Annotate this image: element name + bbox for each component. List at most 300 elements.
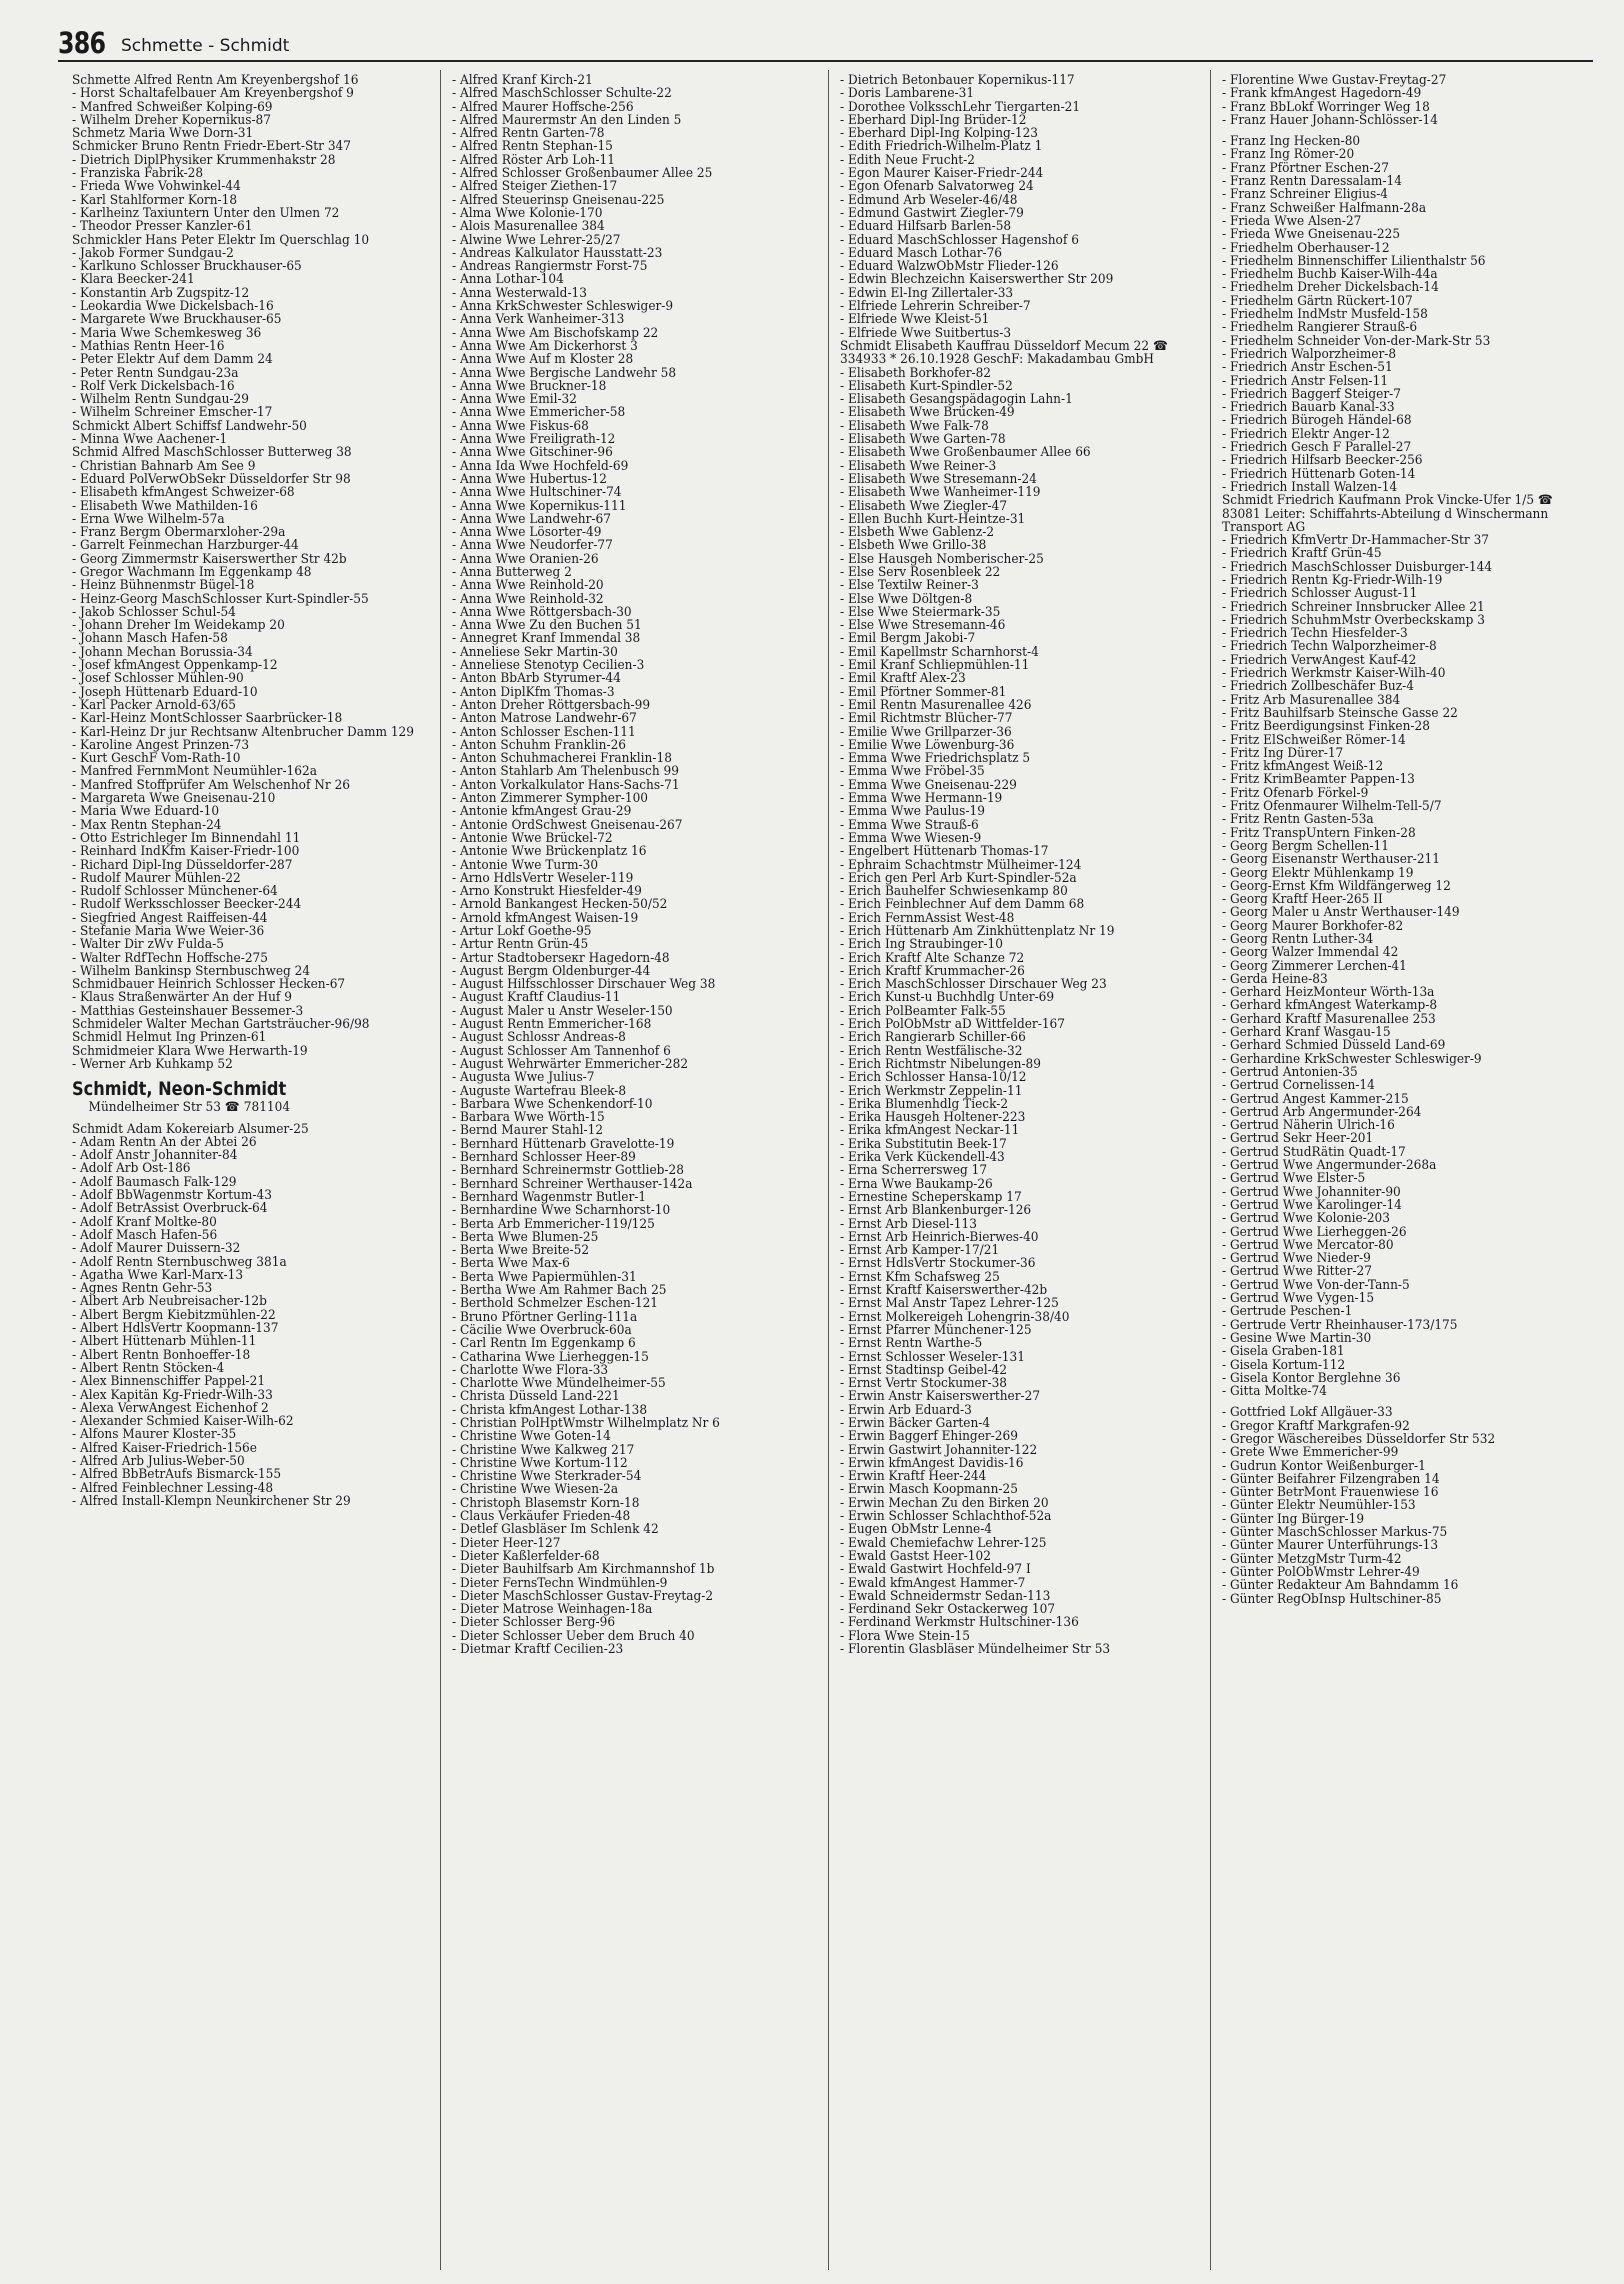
- directory-entry: - Fritz Ofenmaurer Wilhelm-Tell-5/7: [1222, 800, 1577, 813]
- directory-entry: - Dieter Schlosser Ueber dem Bruch 40: [452, 1630, 807, 1643]
- directory-entry: - Anna Wwe Reinhold-32: [452, 593, 807, 606]
- directory-entry: - Günter MetzgMstr Turm-42: [1222, 1553, 1577, 1566]
- directory-entry: - Jakob Schlosser Schul-54: [72, 606, 427, 619]
- directory-entry: - August Schlosser Am Tannenhof 6: [452, 1045, 807, 1058]
- directory-entry: - Erich Schlosser Hansa-10/12: [840, 1071, 1195, 1084]
- directory-entry: - Erich Kraftf Krummacher-26: [840, 965, 1195, 978]
- directory-entry: - Adolf Rentn Sternbuschweg 381a: [72, 1256, 427, 1269]
- directory-entry: - Elisabeth Wwe Mathilden-16: [72, 500, 427, 513]
- directory-entry: - Bernhardine Wwe Scharnhorst-10: [452, 1204, 807, 1217]
- directory-entry: - Ernst Rentn Warthe-5: [840, 1337, 1195, 1350]
- directory-entry: - Dieter Schlosser Berg-96: [452, 1616, 807, 1629]
- directory-entry: - Ernst Stadtinsp Geibel-42: [840, 1364, 1195, 1377]
- directory-entry: - Josef Schlosser Mühlen-90: [72, 672, 427, 685]
- directory-entry: - Gisela Kontor Berglehne 36: [1222, 1372, 1577, 1385]
- directory-entry: - Barbara Wwe Schenkendorf-10: [452, 1098, 807, 1111]
- directory-entry: - Friedrich Walporzheimer-8: [1222, 348, 1577, 361]
- directory-entry: - Friedrich Schlosser August-11: [1222, 587, 1577, 600]
- directory-entry: - Ewald kfmAngest Hammer-7: [840, 1577, 1195, 1590]
- directory-entry: - Artur Lokf Goethe-95: [452, 925, 807, 938]
- directory-entry: - Wilhelm Schreiner Emscher-17: [72, 406, 427, 419]
- directory-entry: - Dietrich DiplPhysiker Krummenhakstr 28: [72, 154, 427, 167]
- directory-entry: - Albert Arb Neubreisacher-12b: [72, 1295, 427, 1308]
- directory-entry: - Erich Rangierarb Schiller-66: [840, 1031, 1195, 1044]
- directory-entry: - Karlkuno Schlosser Bruckhauser-65: [72, 260, 427, 273]
- directory-entry: - Richard Dipl-Ing Düsseldorfer-287: [72, 859, 427, 872]
- directory-entry: - Emil Kraftf Alex-23: [840, 672, 1195, 685]
- directory-entry: - Berthold Schmelzer Eschen-121: [452, 1297, 807, 1310]
- directory-entry: - Adolf BetrAssist Overbruck-64: [72, 1202, 427, 1215]
- directory-entry: - Gertrud Wwe Kolonie-203: [1222, 1212, 1577, 1225]
- directory-entry: - Fritz Arb Masurenallee 384: [1222, 694, 1577, 707]
- directory-entry: - Gertrud Wwe Lierheggen-26: [1222, 1226, 1577, 1239]
- directory-entry: - Antonie kfmAngest Grau-29: [452, 805, 807, 818]
- directory-entry: - Erwin Bäcker Garten-4: [840, 1417, 1195, 1430]
- directory-entry: - Ernst Arb Diesel-113: [840, 1218, 1195, 1231]
- directory-entry: - Peter Rentn Sundgau-23a: [72, 367, 427, 380]
- directory-entry: - Ernst Arb Kamper-17/21: [840, 1244, 1195, 1257]
- directory-entry: - Garrelt Feinmechan Harzburger-44: [72, 539, 427, 552]
- directory-entry: - Frieda Wwe Alsen-27: [1222, 215, 1577, 228]
- directory-entry: - August Hilfsschlosser Dirschauer Weg 38: [452, 978, 807, 991]
- directory-entry: - Anneliese Sekr Martin-30: [452, 646, 807, 659]
- directory-entry: - Gertrud Wwe Johanniter-90: [1222, 1186, 1577, 1199]
- directory-entry: - Georg Rentn Luther-34: [1222, 933, 1577, 946]
- directory-entry: - Karlheinz Taxiuntern Unter den Ulmen 72: [72, 207, 427, 220]
- directory-entry: - Anton Stahlarb Am Thelenbusch 99: [452, 765, 807, 778]
- directory-entry: - Anton Schuhmacherei Franklin-18: [452, 752, 807, 765]
- directory-entry: - Friedrich Techn Hiesfelder-3: [1222, 627, 1577, 640]
- directory-entry: Schmid Alfred MaschSchlosser Butterweg 38: [72, 445, 352, 461]
- directory-entry: - Anna Wwe Am Bischofskamp 22: [452, 327, 807, 340]
- directory-entry: - Catharina Wwe Lierheggen-15: [452, 1351, 807, 1364]
- directory-entry: - Georg Bergm Schellen-11: [1222, 840, 1577, 853]
- directory-entry: - Minna Wwe Aachener-1: [72, 433, 427, 446]
- directory-entry: - Günter Beifahrer Filzengraben 14: [1222, 1473, 1577, 1486]
- directory-entry: - Ernst Vertr Stockumer-38: [840, 1377, 1195, 1390]
- directory-entry: - Gerhard HeizMonteur Wörth-13a: [1222, 986, 1577, 999]
- directory-entry: - Georg Maurer Borkhofer-82: [1222, 920, 1577, 933]
- directory-entry: - Karl-Heinz Dr jur Rechtsanw Altenbrucher Damm 129: [72, 726, 427, 739]
- directory-entry: - Eduard Hilfsarb Barlen-58: [840, 220, 1195, 233]
- directory-entry: - Friedhelm Buchb Kaiser-Wilh-44a: [1222, 268, 1577, 281]
- directory-entry: - Emma Wwe Wiesen-9: [840, 832, 1195, 845]
- directory-entry: - Arnold kfmAngest Waisen-19: [452, 912, 807, 925]
- directory-entry: - Günter BetrMont Frauenwiese 16: [1222, 1486, 1577, 1499]
- directory-entry: - Gisela Kortum-112: [1222, 1359, 1577, 1372]
- directory-entry: - Elisabeth Wwe Falk-78: [840, 420, 1195, 433]
- directory-entry: - Erich gen Perl Arb Kurt-Spindler-52a: [840, 872, 1195, 885]
- directory-entry: - Gudrun Kontor Weißenburger-1: [1222, 1460, 1577, 1473]
- directory-entry: - Eduard WalzwObMstr Flieder-126: [840, 260, 1195, 273]
- directory-entry: - Cäcilie Wwe Overbruck-60a: [452, 1324, 807, 1337]
- directory-entry: - Friedrich Zollbeschäfer Buz-4: [1222, 680, 1577, 693]
- directory-entry: - Gerhard kfmAngest Waterkamp-8: [1222, 999, 1577, 1012]
- directory-entry: - Erwin Anstr Kaiserswerther-27: [840, 1390, 1195, 1403]
- directory-entry: - Alfred Maurermstr An den Linden 5: [452, 114, 807, 127]
- directory-entry: - Dieter FernsTechn Windmühlen-9: [452, 1577, 807, 1590]
- directory-entry: - Johann Mechan Borussia-34: [72, 646, 427, 659]
- directory-entry: - Erwin kfmAngest Davidis-16: [840, 1457, 1195, 1470]
- directory-entry: - Günter PolObWmstr Lehrer-49: [1222, 1566, 1577, 1579]
- directory-entry: - Anna Westerwald-13: [452, 287, 807, 300]
- directory-entry: - Bernhard Schreiner Werthauser-142a: [452, 1178, 807, 1191]
- directory-entry: - Eberhard Dipl-Ing Kolping-123: [840, 127, 1195, 140]
- directory-entry: - Friedrich Elektr Anger-12: [1222, 428, 1577, 441]
- directory-entry: - Erna Wwe Baukamp-26: [840, 1178, 1195, 1191]
- directory-entry: - Dieter Bauhilfsarb Am Kirchmannshof 1b: [452, 1563, 807, 1576]
- directory-entry: - Erwin Kraftf Heer-244: [840, 1470, 1195, 1483]
- directory-entry: - Anton BbArb Styrumer-44: [452, 672, 807, 685]
- directory-entry: - Klara Beecker-241: [72, 273, 427, 286]
- directory-entry: Schmickler Hans Peter Elektr Im Querschlag 10: [72, 232, 370, 248]
- directory-entry: - Erich Hüttenarb Am Zinkhüttenplatz Nr 19: [840, 925, 1195, 938]
- directory-entry: - Edmund Arb Weseler-46/48: [840, 194, 1195, 207]
- directory-entry: - August Schlossr Andreas-8: [452, 1031, 807, 1044]
- directory-entry: - Anna Wwe Gitschiner-96: [452, 446, 807, 459]
- directory-entry: - Emil Pförtner Sommer-81: [840, 686, 1195, 699]
- directory-entry: - Gertrude Peschen-1: [1222, 1305, 1577, 1318]
- directory-entry: - Erwin Schlosser Schlachthof-52a: [840, 1510, 1195, 1523]
- directory-entry: - Adolf BbWagenmstr Kortum-43: [72, 1189, 427, 1202]
- directory-entry: - Friedrich Kraftf Grün-45: [1222, 547, 1577, 560]
- directory-entry: - Anton Schuhm Franklin-26: [452, 739, 807, 752]
- directory-entry: - Maria Wwe Schemkesweg 36: [72, 327, 427, 340]
- directory-entry: - Günter Elektr Neumühler-153: [1222, 1499, 1577, 1512]
- directory-entry: - Alex Binnenschiffer Pappel-21: [72, 1375, 427, 1388]
- directory-entry: - Friedrich Bürogeh Händel-68: [1222, 414, 1577, 427]
- directory-entry: - Friedrich Anstr Eschen-51: [1222, 361, 1577, 374]
- directory-entry: - Anton Zimmerer Sympher-100: [452, 792, 807, 805]
- directory-entry: - Berta Wwe Breite-52: [452, 1244, 807, 1257]
- directory-entry: - Erika Blumenhdlg Tieck-2: [840, 1098, 1195, 1111]
- directory-entry: - Elfriede Lehrerin Schreiber-7: [840, 300, 1195, 313]
- directory-entry: - Dieter MaschSchlosser Gustav-Freytag-2: [452, 1590, 807, 1603]
- directory-entry: - Günter MaschSchlosser Markus-75: [1222, 1526, 1577, 1539]
- directory-entry: - Walter RdfTechn Hoffsche-275: [72, 952, 427, 965]
- directory-entry: - Anton Dreher Röttgersbach-99: [452, 699, 807, 712]
- directory-entry: - Anna Wwe Emil-32: [452, 393, 807, 406]
- directory-entry: - Adolf Kranf Moltke-80: [72, 1216, 427, 1229]
- directory-entry: - Manfred Schweißer Kolping-69: [72, 101, 427, 114]
- directory-entry: - Erika Substitutin Beek-17: [840, 1138, 1195, 1151]
- directory-entry: - Elisabeth Wwe Stresemann-24: [840, 473, 1195, 486]
- directory-entry: - Ernst Kfm Schafsweg 25: [840, 1271, 1195, 1284]
- directory-entry: - Dietrich Betonbauer Kopernikus-117: [840, 74, 1195, 87]
- directory-entry: - Franz Ing Hecken-80: [1222, 135, 1577, 148]
- directory-entry: - August Kraftf Claudius-11: [452, 991, 807, 1004]
- directory-entry: - Anna Wwe Reinhold-20: [452, 579, 807, 592]
- directory-entry: - Friedrich SchuhmMstr Overbeckskamp 3: [1222, 614, 1577, 627]
- directory-entry: - Fritz Ofenarb Förkel-9: [1222, 787, 1577, 800]
- directory-entry: - Dorothee VolksschLehr Tiergarten-21: [840, 101, 1195, 114]
- directory-entry: - Ernst Mal Anstr Tapez Lehrer-125: [840, 1297, 1195, 1310]
- directory-entry: - Anna Wwe Landwehr-67: [452, 513, 807, 526]
- directory-entry: - Friedhelm Oberhauser-12: [1222, 242, 1577, 255]
- directory-entry: - Wilhelm Rentn Sundgau-29: [72, 393, 427, 406]
- directory-entry: - Dietmar Kraftf Cecilien-23: [452, 1643, 807, 1656]
- directory-entry: - Anna KrkSchwester Schleswiger-9: [452, 300, 807, 313]
- directory-entry: - Ernst Kraftf Kaiserswerther-42b: [840, 1284, 1195, 1297]
- directory-entry: - Ewald Gastst Heer-102: [840, 1550, 1195, 1563]
- directory-entry: - Anna Wwe Oranien-26: [452, 553, 807, 566]
- directory-entry: - Josef kfmAngest Oppenkamp-12: [72, 659, 427, 672]
- directory-entry: - Elisabeth Wwe Ziegler-47: [840, 500, 1195, 513]
- section-heading: Schmidt, Neon-Schmidt: [72, 1078, 287, 1101]
- directory-entry: - Klaus Straßenwärter An der Huf 9: [72, 991, 427, 1004]
- directory-entry: - Andreas Rangiermstr Forst-75: [452, 260, 807, 273]
- directory-entry: - Rudolf Schlosser Münchener-64: [72, 885, 427, 898]
- directory-entry: - Rolf Verk Dickelsbach-16: [72, 380, 427, 393]
- directory-entry: - Gerhard Kraftf Masurenallee 253: [1222, 1013, 1577, 1026]
- directory-entry: - Eugen ObMstr Lenne-4: [840, 1523, 1195, 1536]
- directory-entry: - Karl Packer Arnold-63/65: [72, 699, 427, 712]
- directory-entry: - Edith Neue Frucht-2: [840, 154, 1195, 167]
- directory-entry: - Anna Wwe Am Dickerhorst 3: [452, 340, 807, 353]
- directory-entry: - Christa Düsseld Land-221: [452, 1390, 807, 1403]
- directory-entry: - Alma Wwe Kolonie-170: [452, 207, 807, 220]
- directory-entry: - Eduard PolVerwObSekr Düsseldorfer Str 98: [72, 473, 427, 486]
- directory-entry: - Barbara Wwe Wörth-15: [452, 1111, 807, 1124]
- directory-entry: - Elisabeth Gesangspädagogin Lahn-1: [840, 393, 1195, 406]
- directory-entry: - Walter Dir zWv Fulda-5: [72, 938, 427, 951]
- directory-entry: - Florentine Wwe Gustav-Freytag-27: [1222, 74, 1577, 87]
- directory-entry: - Erwin Mechan Zu den Birken 20: [840, 1497, 1195, 1510]
- directory-entry: - Egon Ofenarb Salvatorweg 24: [840, 180, 1195, 193]
- directory-entry: - Bertha Wwe Am Rahmer Bach 25: [452, 1284, 807, 1297]
- directory-entry: - Gerda Heine-83: [1222, 973, 1577, 986]
- directory-entry: - Eduard MaschSchlosser Hagenshof 6: [840, 234, 1195, 247]
- directory-entry: - Egon Maurer Kaiser-Friedr-244: [840, 167, 1195, 180]
- directory-entry: - Christine Wwe Wiesen-2a: [452, 1483, 807, 1496]
- directory-entry: - Alfred BbBetrAufs Bismarck-155: [72, 1468, 427, 1481]
- directory-entry: - Gertrud Wwe Nieder-9: [1222, 1252, 1577, 1265]
- directory-entry: - Elisabeth Borkhofer-82: [840, 367, 1195, 380]
- directory-entry: - Emma Wwe Hermann-19: [840, 792, 1195, 805]
- directory-entry: - Emil Rentn Masurenallee 426: [840, 699, 1195, 712]
- directory-entry: - Anna Wwe Freiligrath-12: [452, 433, 807, 446]
- directory-entry: - Werner Arb Kuhkamp 52: [72, 1058, 427, 1071]
- directory-entry: - Elisabeth Wwe Reiner-3: [840, 460, 1195, 473]
- directory-entry: - Charlotte Wwe Mündelheimer-55: [452, 1377, 807, 1390]
- directory-entry: - Gertrud Cornelissen-14: [1222, 1079, 1577, 1092]
- directory-entry: - Berta Wwe Blumen-25: [452, 1231, 807, 1244]
- directory-entry: - Gertrud Wwe Ritter-27: [1222, 1265, 1577, 1278]
- directory-entry: - Eduard Masch Lothar-76: [840, 247, 1195, 260]
- directory-entry: - Georg Walzer Immendal 42: [1222, 946, 1577, 959]
- directory-entry: - Erwin Arb Eduard-3: [840, 1404, 1195, 1417]
- directory-entry: Schmickt Albert Schiffsf Landwehr-50: [72, 418, 307, 434]
- directory-entry: - Georg Eisenanstr Werthauser-211: [1222, 853, 1577, 866]
- directory-entry: - Johann Dreher Im Weidekamp 20: [72, 619, 427, 632]
- directory-entry: - Johann Masch Hafen-58: [72, 632, 427, 645]
- directory-entry: - Erich Bauhelfer Schwiesenkamp 80: [840, 885, 1195, 898]
- directory-entry: - Friedrich Bauarb Kanal-33: [1222, 401, 1577, 414]
- directory-entry: - Arno Konstrukt Hiesfelder-49: [452, 885, 807, 898]
- directory-entry: - Reinhard IndKfm Kaiser-Friedr-100: [72, 845, 427, 858]
- directory-entry: - Franziska Fabrik-28: [72, 167, 427, 180]
- directory-entry: - Grete Wwe Emmericher-99: [1222, 1446, 1577, 1459]
- directory-entry: - Gertrud Wwe Angermunder-268a: [1222, 1159, 1577, 1172]
- directory-entry: - Anton DiplKfm Thomas-3: [452, 686, 807, 699]
- directory-entry: - Alexa VerwAngest Eichenhof 2: [72, 1402, 427, 1415]
- directory-entry: - Frank kfmAngest Hagedorn-49: [1222, 87, 1577, 100]
- directory-entry: Schmidbauer Heinrich Schlosser Hecken-67: [72, 977, 346, 993]
- directory-entry: - Anna Wwe Auf m Kloster 28: [452, 353, 807, 366]
- directory-entry: - Albert HdlsVertr Koopmann-137: [72, 1322, 427, 1335]
- directory-entry: - Anna Wwe Bruckner-18: [452, 380, 807, 393]
- directory-entry: - Alfred Kaiser-Friedrich-156e: [72, 1442, 427, 1455]
- directory-entry: - Anna Wwe Hubertus-12: [452, 473, 807, 486]
- directory-entry: - Anna Wwe Röttgersbach-30: [452, 606, 807, 619]
- directory-entry: Schmidt Friedrich Kaufmann Prok Vincke-Ufer 1/5 ☎ 83081 Leiter: Schiffahrts-Abteilung d Winschermann Transport AG: [1222, 493, 1554, 535]
- directory-entry: - Adolf Anstr Johanniter-84: [72, 1149, 427, 1162]
- directory-entry: - Ernst Arb Heinrich-Bierwes-40: [840, 1231, 1195, 1244]
- directory-entry: - Antonie OrdSchwest Gneisenau-267: [452, 819, 807, 832]
- directory-entry: - Andreas Kalkulator Hausstatt-23: [452, 247, 807, 260]
- directory-entry: - Wilhelm Dreher Kopernikus-87: [72, 114, 427, 127]
- directory-entry: - Detlef Glasbläser Im Schlenk 42: [452, 1523, 807, 1536]
- directory-entry: - Dieter Heer-127: [452, 1537, 807, 1550]
- directory-entry: - Flora Wwe Stein-15: [840, 1630, 1195, 1643]
- directory-entry: - Gertrud Wwe Vygen-15: [1222, 1292, 1577, 1305]
- directory-entry: - Adolf Maurer Duissern-32: [72, 1242, 427, 1255]
- directory-entry: - Auguste Wartefrau Bleek-8: [452, 1085, 807, 1098]
- directory-entry: - Anna Verk Wanheimer-313: [452, 313, 807, 326]
- directory-entry: - Dieter Kaßlerfelder-68: [452, 1550, 807, 1563]
- directory-entry: - Berta Wwe Max-6: [452, 1257, 807, 1270]
- directory-entry: - August Wehrwärter Emmericher-282: [452, 1058, 807, 1071]
- directory-entry: - Albert Rentn Stöcken-4: [72, 1362, 427, 1375]
- directory-entry: - Günter Maurer Unterführungs-13: [1222, 1539, 1577, 1552]
- directory-entry: - Ernst Pfarrer Münchener-125: [840, 1324, 1195, 1337]
- directory-entry: - Erich MaschSchlosser Dirschauer Weg 23: [840, 978, 1195, 991]
- page-number: 386: [58, 26, 106, 60]
- column-rule: [828, 70, 829, 2270]
- directory-entry: - Franz Schweißer Halfmann-28a: [1222, 202, 1577, 215]
- directory-entry: - Erich Feinblechner Auf dem Damm 68: [840, 898, 1195, 911]
- directory-entry: - Friedrich Anstr Felsen-11: [1222, 375, 1577, 388]
- directory-entry: - Antonie Wwe Turm-30: [452, 859, 807, 872]
- directory-entry: - Alfred Maurer Hoffsche-256: [452, 101, 807, 114]
- directory-entry: - Erwin Masch Koopmann-25: [840, 1483, 1195, 1496]
- directory-entry: - Alfred Schlosser Großenbaumer Allee 25: [452, 167, 807, 180]
- directory-entry: - Engelbert Hüttenarb Thomas-17: [840, 845, 1195, 858]
- directory-entry: - August Bergm Oldenburger-44: [452, 965, 807, 978]
- directory-entry: - Anton Schlosser Eschen-111: [452, 726, 807, 739]
- directory-entry: - Gregor Kraftf Markgrafen-92: [1222, 1420, 1577, 1433]
- directory-entry: - Emma Wwe Strauß-6: [840, 819, 1195, 832]
- directory-entry: - Friedhelm Schneider Von-der-Mark-Str 53: [1222, 335, 1577, 348]
- directory-entry: - Karl Stahlformer Korn-18: [72, 194, 427, 207]
- directory-entry: - Alfred Install-Klempn Neunkirchener Str 29: [72, 1495, 427, 1508]
- directory-entry: - Siegfried Angest Raiffeisen-44: [72, 912, 427, 925]
- directory-entry: - Anna Wwe Bergische Landwehr 58: [452, 367, 807, 380]
- directory-entry: - Rudolf Maurer Mühlen-22: [72, 872, 427, 885]
- directory-entry: - Friedrich Rentn Kg-Friedr-Wilh-19: [1222, 574, 1577, 587]
- directory-entry: - Bernhard Hüttenarb Gravelotte-19: [452, 1138, 807, 1151]
- directory-entry: - Friedrich Hüttenarb Goten-14: [1222, 468, 1577, 481]
- directory-entry: - Gertrud Wwe Elster-5: [1222, 1172, 1577, 1185]
- directory-entry: - Gregor Wäschereibes Düsseldorfer Str 532: [1222, 1433, 1577, 1446]
- directory-entry: - Erika kfmAngest Neckar-11: [840, 1124, 1195, 1137]
- directory-entry: - Elisabeth Wwe Garten-78: [840, 433, 1195, 446]
- directory-entry: - Konstantin Arb Zugspitz-12: [72, 287, 427, 300]
- directory-entry: - Christian PolHptWmstr Wilhelmplatz Nr 6: [452, 1417, 807, 1430]
- directory-entry: - Christine Wwe Sterkrader-54: [452, 1470, 807, 1483]
- directory-entry: - Fritz KrimBeamter Pappen-13: [1222, 773, 1577, 786]
- directory-entry: - Bernhard Schlosser Heer-89: [452, 1151, 807, 1164]
- directory-entry: - Anton Vorkalkulator Hans-Sachs-71: [452, 779, 807, 792]
- directory-entry: - Erich Rentn Westfälische-32: [840, 1045, 1195, 1058]
- directory-entry: - Elsbeth Wwe Gablenz-2: [840, 526, 1195, 539]
- directory-entry: - Ernst HdlsVertr Stockumer-36: [840, 1257, 1195, 1270]
- directory-entry: - Erich FernmAssist West-48: [840, 912, 1195, 925]
- directory-entry: - Bernhard Schreinermstr Gottlieb-28: [452, 1164, 807, 1177]
- directory-entry: - Annegret Kranf Immendal 38: [452, 632, 807, 645]
- directory-entry: - Else Serv Rosenbleek 22: [840, 566, 1195, 579]
- directory-column-2: [452, 74, 807, 2274]
- directory-entry: - Arnold Bankangest Hecken-50/52: [452, 898, 807, 911]
- directory-entry: - Ewald Gastwirt Hochfeld-97 I: [840, 1563, 1195, 1576]
- directory-entry: - Emma Wwe Friedrichsplatz 5: [840, 752, 1195, 765]
- directory-entry: - Anna Wwe Zu den Buchen 51: [452, 619, 807, 632]
- directory-entry: - Horst Schaltafelbauer Am Kreyenbergshof 9: [72, 87, 427, 100]
- directory-entry: - Max Rentn Stephan-24: [72, 819, 427, 832]
- directory-entry: - Bernhard Wagenmstr Butler-1: [452, 1191, 807, 1204]
- directory-entry: Schmidmeier Klara Wwe Herwarth-19: [72, 1043, 308, 1059]
- directory-entry: - Ernestine Scheperskamp 17: [840, 1191, 1195, 1204]
- directory-entry: - Georg Zimmermstr Kaiserswerther Str 42b: [72, 553, 427, 566]
- directory-entry: - Florentin Glasbläser Mündelheimer Str 53: [840, 1643, 1195, 1656]
- directory-entry: - Erich Kunst-u Buchhdlg Unter-69: [840, 991, 1195, 1004]
- directory-entry: - Agatha Wwe Karl-Marx-13: [72, 1269, 427, 1282]
- directory-entry: - Friedhelm Rangierer Strauß-6: [1222, 321, 1577, 334]
- directory-entry: - Ferdinand Werkmstr Hultschiner-136: [840, 1616, 1195, 1629]
- directory-entry: - Alfons Maurer Kloster-35: [72, 1428, 427, 1441]
- directory-entry: - Alfred Rentn Stephan-15: [452, 140, 807, 153]
- directory-column-1: [72, 74, 427, 2274]
- directory-entry: - Anna Wwe Neudorfer-77: [452, 539, 807, 552]
- directory-entry: - Bruno Pförtner Gerling-111a: [452, 1311, 807, 1324]
- directory-entry: - Berta Wwe Papiermühlen-31: [452, 1271, 807, 1284]
- directory-entry: - Gertrud Wwe Karolinger-14: [1222, 1199, 1577, 1212]
- directory-entry: - Emil Kapellmstr Scharnhorst-4: [840, 646, 1195, 659]
- directory-column-3: [840, 74, 1195, 2274]
- directory-entry: - Ernst Schlosser Weseler-131: [840, 1351, 1195, 1364]
- directory-entry: - Artur Stadtoberseкr Hagedorn-48: [452, 952, 807, 965]
- directory-entry: - Jakob Former Sundgau-2: [72, 247, 427, 260]
- directory-entry: - Erwin Baggerf Ehinger-269: [840, 1430, 1195, 1443]
- directory-entry: - Stefanie Maria Wwe Weier-36: [72, 925, 427, 938]
- directory-entry: - Franz Schreiner Eligius-4: [1222, 188, 1577, 201]
- directory-entry: - Franz Hauer Johann-Schlösser-14: [1222, 114, 1577, 127]
- directory-entry: - Mathias Rentn Heer-16: [72, 340, 427, 353]
- directory-entry: - August Rentn Emmericher-168: [452, 1018, 807, 1031]
- directory-entry: - Albert Hüttenarb Mühlen-11: [72, 1335, 427, 1348]
- directory-entry: - Else Wwe Döltgen-8: [840, 593, 1195, 606]
- directory-entry: - Rudolf Werksschlosser Beecker-244: [72, 898, 427, 911]
- directory-entry: - Ellen Buchh Kurt-Heintze-31: [840, 513, 1195, 526]
- directory-entry: - Franz Rentn Daressalam-14: [1222, 175, 1577, 188]
- directory-entry: - Erna Scherrersweg 17: [840, 1164, 1195, 1177]
- directory-entry: - Anton Matrose Landwehr-67: [452, 712, 807, 725]
- directory-entry: - Anna Butterweg 2: [452, 566, 807, 579]
- directory-entry: - Christine Wwe Kalkweg 217: [452, 1444, 807, 1457]
- directory-entry: - Franz Ing Römer-20: [1222, 148, 1577, 161]
- directory-entry: - Gertrud Näherin Ulrich-16: [1222, 1119, 1577, 1132]
- directory-entry: - Otto Estrichleger Im Binnendahl 11: [72, 832, 427, 845]
